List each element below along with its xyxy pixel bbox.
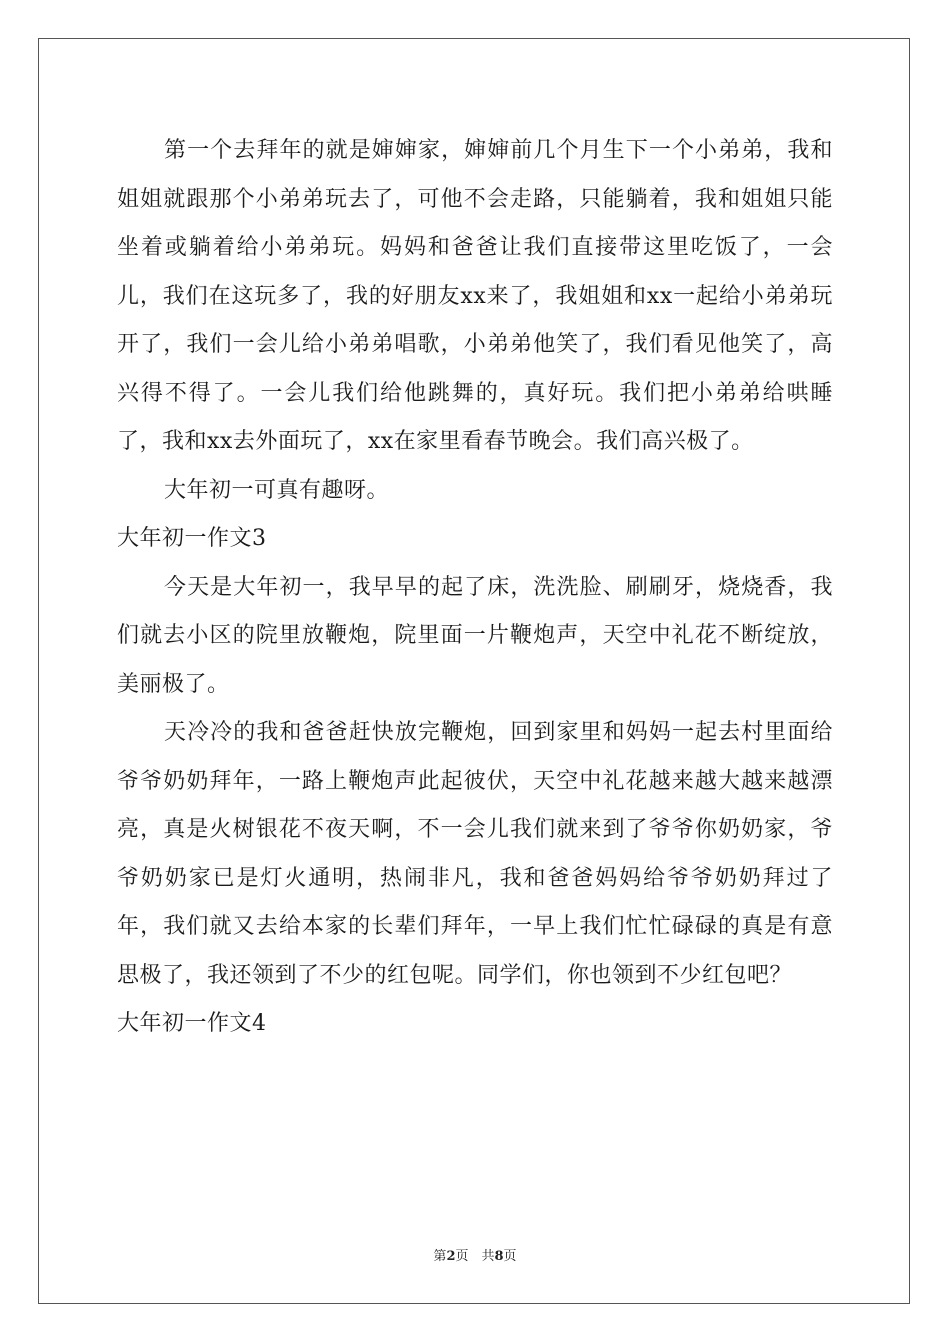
document-body: [117, 127, 833, 1049]
paragraph: 大年初一可真有趣呀。: [164, 477, 390, 503]
page-footer: [0, 1245, 950, 1264]
section-heading: 大年初一作文4: [117, 1011, 267, 1036]
page-current: 2: [446, 1249, 456, 1264]
paragraph: 天冷冷的我和爸爸赶快放完鞭炮，回到家里和妈妈一起去村里面给爷爷奶奶拜年，一路上鞭炮声此起彼伏，天空中礼花越来越大越来越漂亮，真是火树银花不夜天啊，不一会儿我们就来到了爷爷你奶奶家，爷爷奶奶家已是灯火通明，热闹非凡，我和爸爸妈妈给爷爷奶奶拜过了年，我们就又去给本家的长辈们拜年，一早上我们忙忙碌碌的真是有意思极了，我还领到了不少的红包呢。同学们，你也领到不少红包吧？: [117, 720, 833, 988]
page-total: 8: [494, 1249, 504, 1264]
section-heading: 大年初一作文3: [117, 526, 267, 551]
page-mid: 页 共: [455, 1249, 495, 1264]
paragraph: 第一个去拜年的就是婶婶家，婶婶前几个月生下一个小弟弟，我和姐姐就跟那个小弟弟玩去了，可他不会走路，只能躺着，我和姐姐只能坐着或躺着给小弟弟玩。妈妈和爸爸让我们直接带这里吃饭了，一会儿，我们在这玩多了，我的好朋友xx来了，我姐姐和xx一起给小弟弟玩开了，我们一会儿给小弟弟唱歌，小弟弟他笑了，我们看见他笑了，高兴得不得了。一会儿我们给他跳舞的，真好玩。我们把小弟弟给哄睡了，我和xx去外面玩了，xx在家里看春节晚会。我们高兴极了。: [117, 138, 833, 454]
page-prefix: 第: [433, 1249, 447, 1264]
page-suffix: 页: [503, 1249, 517, 1264]
paragraph: 今天是大年初一，我早早的起了床，洗洗脸、刷刷牙，烧烧香，我们就去小区的院里放鞭炮，院里面一片鞭炮声，天空中礼花不断绽放，美丽极了。: [117, 574, 833, 697]
